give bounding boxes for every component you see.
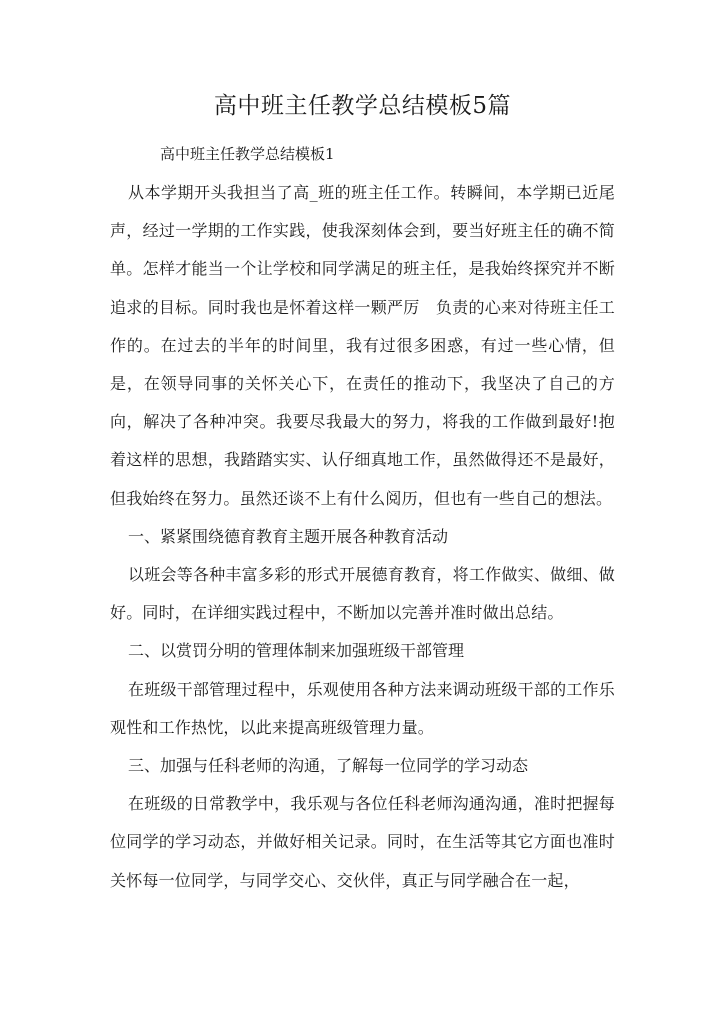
document-subtitle: 高中班主任教学总结模板1 — [160, 145, 335, 163]
intro-paragraph: 从本学期开头我担当了高_班的班主任工作。转瞬间，本学期已近尾声，经过一学期的工作实践，使我深刻体会到，要当好班主任的确不简单。怎样才能当一个让学校和同学满足的班主任，是我始终探究并不断追求的目标。同时我也是怀着这样一颗严厉 负责的心来对待班主任工作的。在过去的半年的时间里，我有过很多困惑，有过一些心情，但是，在领导同事的关怀关心下，在责任的推动下，我坚决了自己的方向，解决了各种冲突。我要尽我最大的努力，将我的工作做到最好!抱着这样的思想，我踏踏实实、认仔细真地工作，虽然做得还不是最好，但我始终在努力。虽然还谈不上有什么阅历，但也有一些自己的想法。 — [110, 183, 615, 508]
document-title: 高中班主任教学总结模板5篇 — [213, 93, 512, 119]
document-page — [110, 88, 615, 900]
section-body-1: 以班会等各种丰富多彩的形式开展德育教育，将工作做实、做细、做好。同时，在详细实践过程中，不断加以完善并准时做出总结。 — [110, 565, 615, 623]
section-body-2: 在班级干部管理过程中，乐观使用各种方法来调动班级干部的工作乐观性和工作热忱，以此来提高班级管理力量。 — [110, 679, 615, 737]
section-heading-1: 一、紧紧围绕德育教育主题开展各种教育活动 — [128, 526, 449, 546]
section-heading-3: 三、加强与任科老师的沟通，了解每一位同学的学习动态 — [128, 756, 529, 776]
section-body-3: 在班级的日常教学中，我乐观与各位任科老师沟通沟通，准时把握每位同学的学习动态，并做好相关记录。同时，在生活等其它方面也准时关怀每一位同学，与同学交心、交伙伴，真正与同学融合在一起， — [110, 794, 615, 890]
section-heading-2: 二、以赏罚分明的管理体制来加强班级干部管理 — [128, 641, 465, 661]
